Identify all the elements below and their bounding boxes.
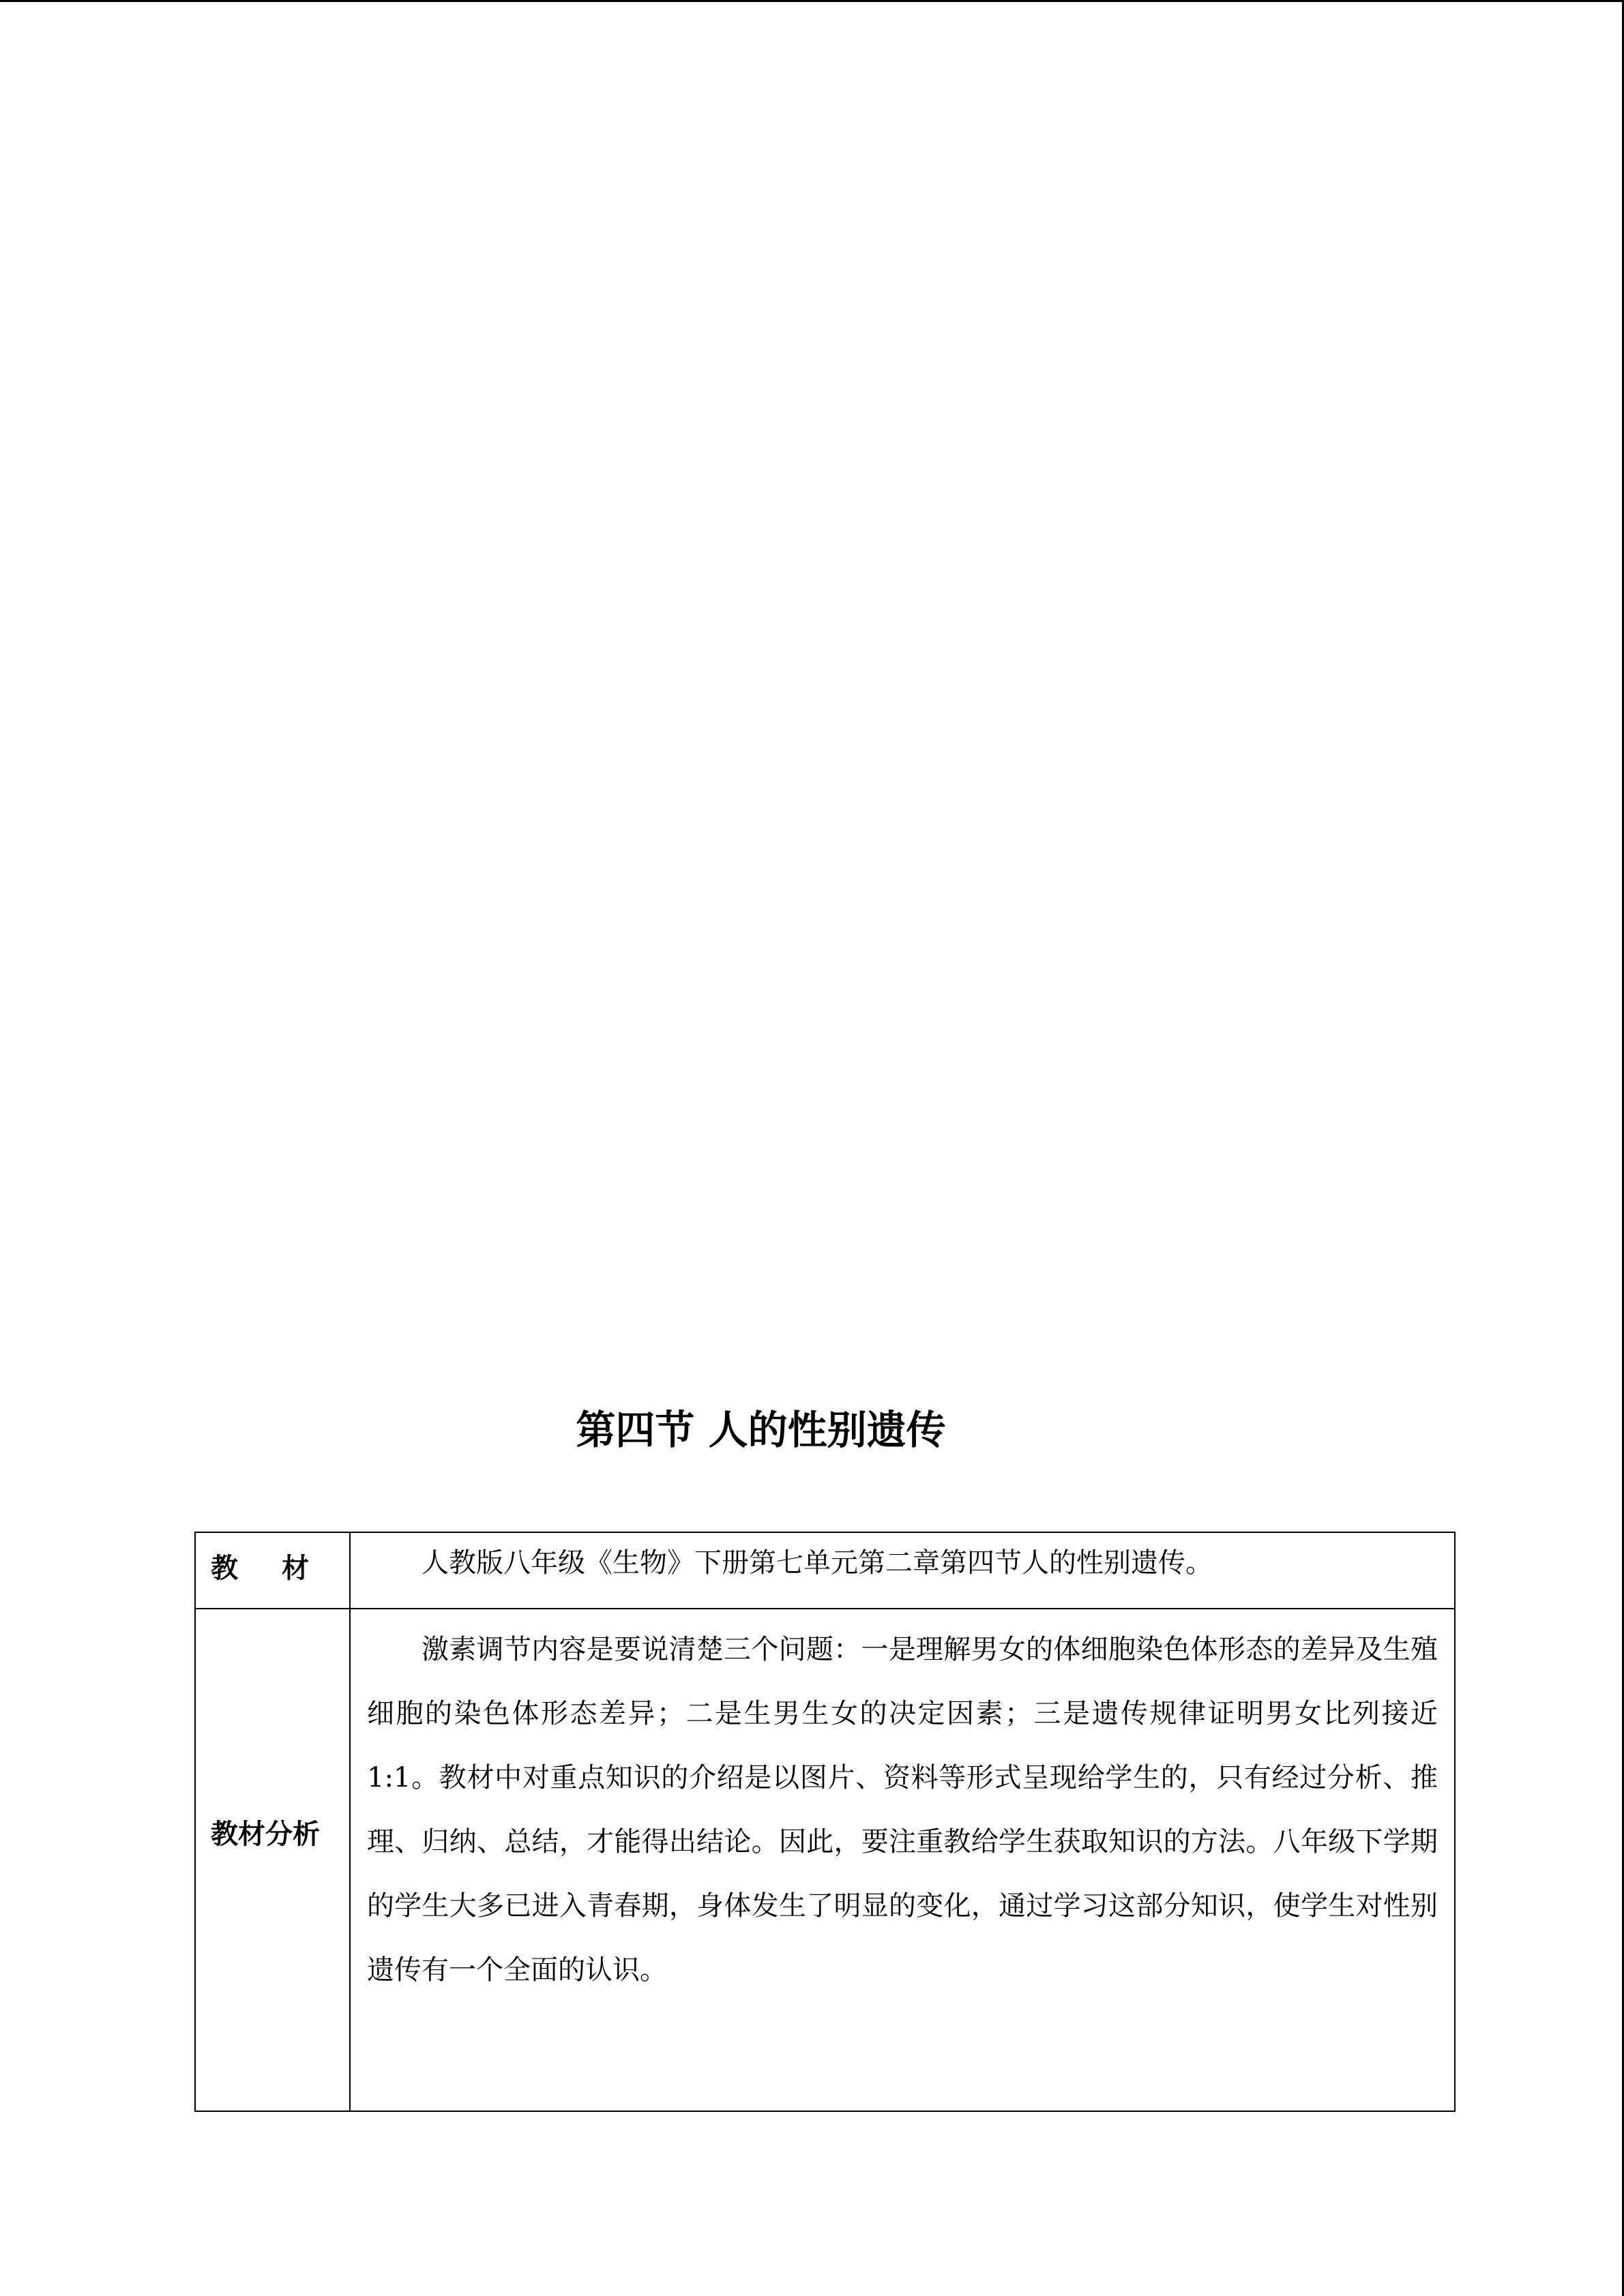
table-row-textbook [195, 1532, 1455, 1609]
lesson-info-table [194, 1532, 1456, 2112]
page-title: 第四节 人的性别遗传 [576, 1407, 946, 1453]
content-cell [350, 1609, 1455, 2111]
row-content-textbook-analysis: 激素调节内容是要说清楚三个问题：一是理解男女的体细胞染色体形态的差异及生殖细胞的染色体形态差异；二是生男生女的决定因素；三是遗传规律证明男女比列接近 1:1。教材中对重点知识的介绍是以图片、资料等形式呈现给学生的，只有经过分析、推理、归纳、总结，才能得出结论。因此，要注重教给学生获取知识的方法。八年级下学期的学生大多已进入青春期，身体发生了明显的变化，通过学习这部分知识，使学生对性别遗传有一个全面的认识。 [367, 1634, 1438, 1986]
row-content-textbook: 人教版八年级《生物》下册第七单元第二章第四节人的性别遗传。 [422, 1547, 1213, 1579]
label-cell [195, 1532, 353, 1609]
content-cell [350, 1532, 1455, 1609]
row-label-textbook-analysis: 教材分析 [211, 1818, 320, 1850]
label-cell [195, 1609, 350, 2111]
table-row-textbook-analysis [195, 1609, 1455, 2111]
row-label-textbook: 教材 [211, 1553, 353, 1584]
page-top-border [0, 0, 1624, 2]
